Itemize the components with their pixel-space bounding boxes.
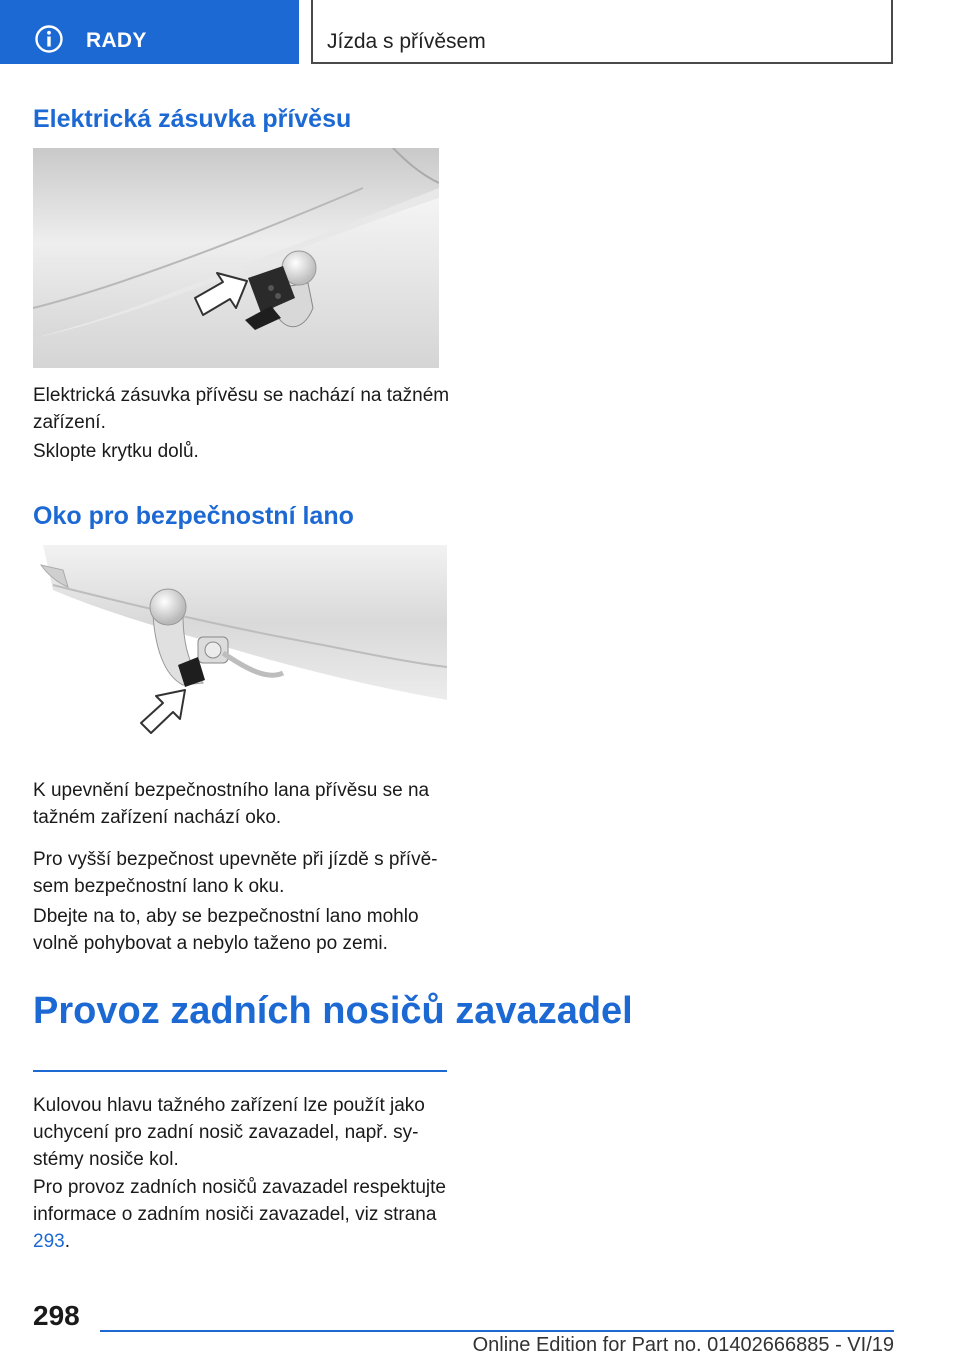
safety-rope-note: Dbejte na to, aby se bezpečnostní lano mohlo volně pohybovat a nebylo taženo po zemi.	[33, 906, 419, 954]
edition-text: Online Edition for Part no. 01402666885 - VI/19	[472, 1334, 894, 1356]
chapter-header	[311, 0, 893, 64]
safety-rope-instruction: Pro vyšší bezpečnost upevněte při jízdě s přívě-sem bezpečnostní lano k oku.	[33, 849, 438, 897]
chapter-title: Jízda s přívěsem	[327, 30, 486, 53]
socket-location-text: Elektrická zásuvka přívěsu se nachází na tažném zařízení.	[33, 385, 450, 433]
socket-instruction-text: Sklopte krytku dolů.	[33, 441, 199, 462]
page-reference-link[interactable]: 293	[33, 1231, 65, 1252]
heading-safety-eye: Oko pro bezpečnostní lano	[33, 502, 354, 530]
heading-rule	[33, 1070, 447, 1072]
rear-carrier-reference-text: Pro provoz zadních nosičů zavazadel respektujte informace o zadním nosiči zavazadel, viz strana 293.	[33, 1177, 446, 1252]
rear-carrier-text: Kulovou hlavu tažného zařízení lze použít jako uchycení pro zadní nosič zavazadel, např. sy-stémy nosiče kol.	[33, 1095, 425, 1170]
safety-eye-text: K upevnění bezpečnostního lana přívěsu se na tažném zařízení nachází oko.	[33, 780, 430, 828]
section-label: RADY	[86, 29, 147, 52]
heading-trailer-socket: Elektrická zásuvka přívěsu	[33, 105, 352, 133]
info-icon	[34, 24, 64, 54]
trailer-socket-illustration	[33, 148, 439, 368]
page-number: 298	[33, 1300, 80, 1331]
safety-eye-illustration	[33, 545, 447, 735]
heading-rear-carrier: Provoz zadních nosičů zavazadel	[33, 990, 633, 1032]
section-tab	[0, 0, 299, 64]
footer-rule	[100, 1330, 894, 1332]
